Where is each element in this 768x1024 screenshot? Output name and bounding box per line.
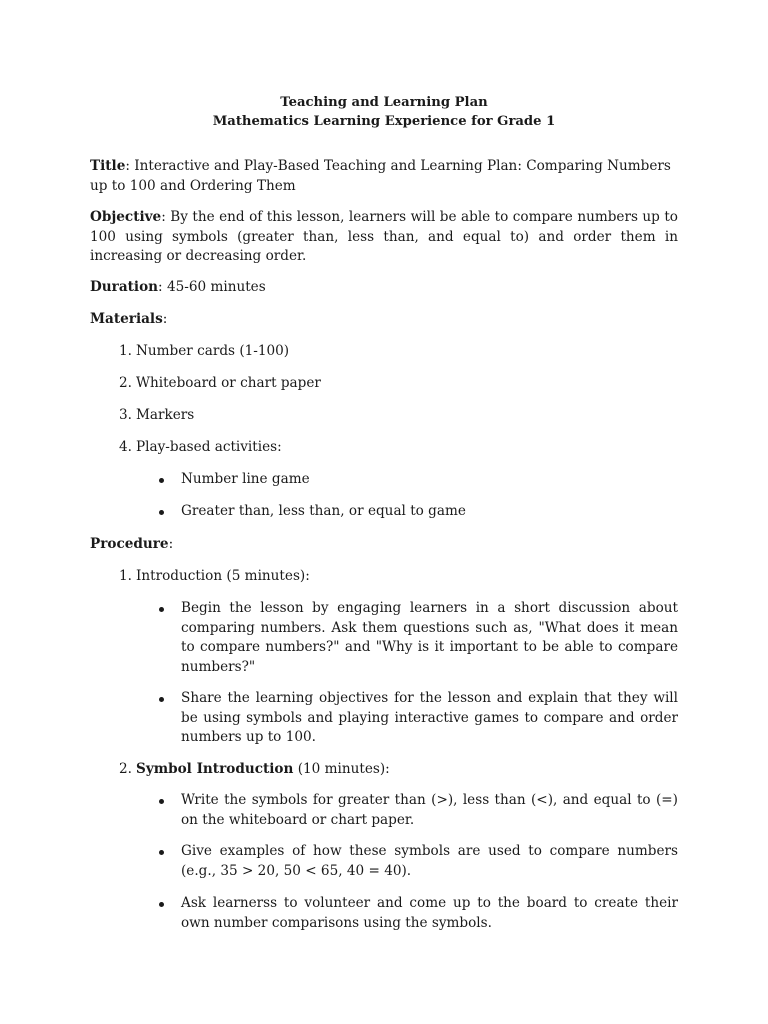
procedure-bullet: Share the learning objectives for the lesson and explain that they will be using symbols and playing interactive games to compare and order numbers up to 100. — [181, 690, 678, 745]
procedure-step-title — [136, 760, 676, 780]
header-title: Teaching and Learning Plan — [280, 95, 488, 110]
step-duration: (10 minutes): — [293, 761, 390, 777]
bullet-icon — [158, 902, 166, 910]
duration-paragraph — [90, 278, 678, 298]
procedure-step-title: Introduction (5 minutes): — [136, 568, 310, 584]
duration-label: Duration — [90, 279, 159, 295]
procedure-step-number: 2. — [119, 761, 132, 777]
bullet-icon — [158, 478, 166, 486]
materials-item: Whiteboard or chart paper — [136, 375, 321, 391]
activity-bullet: Number line game — [181, 471, 310, 487]
bullet-icon — [158, 850, 166, 858]
duration-text: : 45-60 minutes — [158, 279, 266, 295]
objective-label: Objective — [90, 209, 162, 225]
procedure-label: Procedure — [90, 536, 169, 552]
step-label: Symbol Introduction — [136, 761, 294, 777]
materials-label: Materials — [90, 311, 163, 327]
materials-item: Markers — [136, 407, 195, 423]
activity-bullet: Greater than, less than, or equal to game — [181, 503, 466, 519]
objective-paragraph — [90, 208, 678, 267]
materials-item-number: 4. — [119, 439, 132, 455]
objective-text: : By the end of this lesson, learners will be able to compare numbers up to 100 using symbols (greater than, less than, and equal to) and order them in increasing or decreasing order. — [90, 209, 678, 264]
materials-item-number: 2. — [119, 375, 132, 391]
materials-item-number: 1. — [119, 343, 132, 359]
materials-item: Play-based activities: — [136, 439, 282, 455]
procedure-colon: : — [168, 536, 174, 552]
bullet-icon — [158, 510, 166, 518]
document-header — [0, 93, 768, 131]
procedure-bullet: Give examples of how these symbols are used to compare numbers (e.g., 35 > 20, 50 < 65, 40 = 40). — [181, 843, 678, 879]
bullet-icon — [158, 697, 166, 705]
materials-colon: : — [162, 311, 168, 327]
procedure-bullet: Ask learnerss to volunteer and come up to the board to create their own number comparisons using the symbols. — [181, 895, 678, 931]
title-paragraph — [90, 157, 678, 196]
materials-item: Number cards (1-100) — [136, 343, 290, 359]
title-label: Title — [90, 158, 126, 174]
bullet-icon — [158, 607, 166, 615]
header-subtitle: Mathematics Learning Experience for Grade 1 — [212, 114, 556, 129]
bullet-icon — [158, 799, 166, 807]
materials-item-number: 3. — [119, 407, 132, 423]
procedure-step-number: 1. — [119, 568, 132, 584]
title-text: : Interactive and Play-Based Teaching and Learning Plan: Comparing Numbers up to 100 and Ordering Them — [90, 158, 671, 194]
procedure-bullet: Begin the lesson by engaging learners in a short discussion about comparing numbers. Ask them questions such as, "What does it mean to compare numbers?" and "Why is it important to be able to compare numbers?" — [181, 600, 678, 675]
materials-heading — [90, 310, 678, 330]
procedure-bullet: Write the symbols for greater than (>), less than (<), and equal to (=) on the whiteboard or chart paper. — [181, 792, 678, 828]
procedure-heading — [90, 535, 678, 555]
